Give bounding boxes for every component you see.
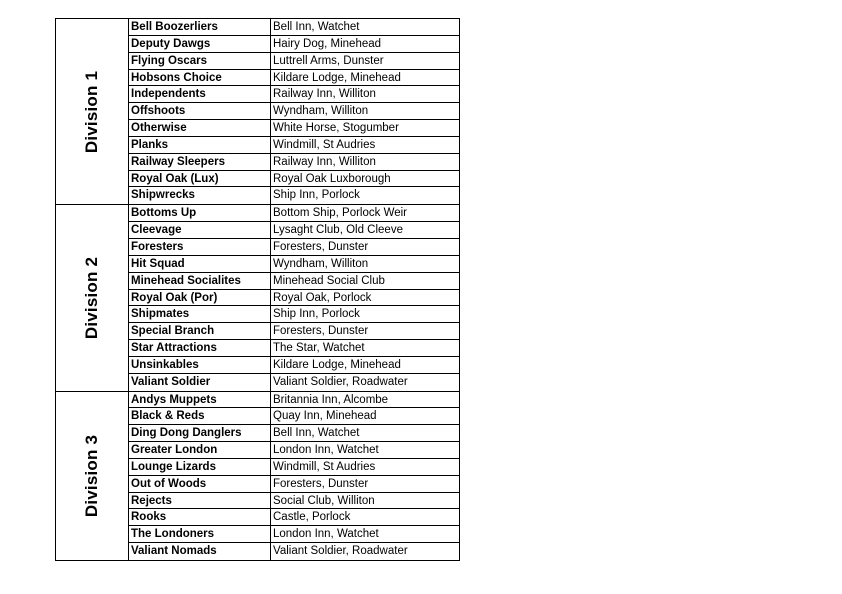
table-row [129, 442, 459, 459]
team-name: Lounge Lizards [129, 459, 271, 475]
team-name: Star Attractions [129, 340, 271, 356]
team-venue: Ship Inn, Porlock [273, 189, 360, 202]
team-name: Out of Woods [129, 476, 271, 492]
team-venue: Bell Inn, Watchet [273, 427, 360, 440]
division-section [56, 205, 459, 391]
table-row [129, 425, 459, 442]
league-table [55, 18, 460, 561]
table-row [129, 19, 459, 36]
team-venue: Foresters, Dunster [273, 240, 369, 253]
team-name: Independents [129, 86, 271, 102]
table-row [129, 374, 459, 391]
team-rows [129, 205, 459, 390]
table-row [129, 103, 459, 120]
team-name: Bottoms Up [129, 205, 271, 221]
team-name: Valiant Nomads [129, 543, 271, 560]
division-label: Division 3 [82, 434, 101, 517]
team-venue: Lysaght Club, Old Cleeve [273, 224, 403, 237]
team-name: Ding Dong Danglers [129, 425, 271, 441]
table-row [129, 459, 459, 476]
team-venue: Wyndham, Williton [273, 257, 369, 270]
team-name: Rooks [129, 509, 271, 525]
team-name: Unsinkables [129, 357, 271, 373]
team-name: Greater London [129, 442, 271, 458]
division-label-cell [56, 392, 129, 560]
team-venue: Kildare Lodge, Minehead [273, 71, 401, 84]
team-name: Royal Oak (Por) [129, 290, 271, 306]
team-venue: Hairy Dog, Minehead [273, 37, 382, 50]
team-venue: Valiant Soldier, Roadwater [273, 375, 408, 388]
table-row [129, 408, 459, 425]
team-venue: Foresters, Dunster [273, 477, 369, 490]
team-name: Special Branch [129, 323, 271, 339]
team-name: Flying Oscars [129, 53, 271, 69]
team-venue: Railway Inn, Williton [273, 88, 376, 101]
team-name: Bell Boozerliers [129, 19, 271, 35]
team-venue: Royal Oak Luxborough [273, 172, 391, 185]
team-venue: Royal Oak, Porlock [273, 291, 372, 304]
table-row [129, 36, 459, 53]
team-name: Cleevage [129, 222, 271, 238]
division-section [56, 19, 459, 205]
team-name: Rejects [129, 493, 271, 509]
team-venue: Kildare Lodge, Minehead [273, 358, 401, 371]
team-name: Planks [129, 137, 271, 153]
team-name: Minehead Socialites [129, 273, 271, 289]
table-row [129, 187, 459, 204]
table-row [129, 526, 459, 543]
table-row [129, 290, 459, 307]
team-venue: Luttrell Arms, Dunster [273, 54, 384, 67]
team-name: Shipmates [129, 306, 271, 322]
table-row [129, 239, 459, 256]
team-venue: Bell Inn, Watchet [273, 21, 360, 33]
division-section [56, 392, 459, 560]
team-name: The Londoners [129, 526, 271, 542]
team-name: Black & Reds [129, 408, 271, 424]
team-venue: Bottom Ship, Porlock Weir [273, 207, 408, 220]
team-venue: Castle, Porlock [273, 511, 351, 524]
team-rows [129, 392, 459, 560]
team-name: Hit Squad [129, 256, 271, 272]
table-row [129, 509, 459, 526]
table-row [129, 171, 459, 188]
team-venue: Minehead Social Club [273, 274, 385, 287]
table-row [129, 137, 459, 154]
team-name: Deputy Dawgs [129, 36, 271, 52]
team-venue: White Horse, Stogumber [273, 122, 399, 135]
table-row [129, 323, 459, 340]
division-label-cell [56, 19, 129, 204]
table-row [129, 154, 459, 171]
team-venue: Social Club, Williton [273, 494, 375, 507]
table-row [129, 205, 459, 222]
table-row [129, 306, 459, 323]
team-name: Otherwise [129, 120, 271, 136]
table-row [129, 273, 459, 290]
team-venue: Windmill, St Audries [273, 460, 376, 473]
team-name: Andys Muppets [129, 392, 271, 408]
division-label: Division 2 [82, 256, 101, 340]
team-venue: London Inn, Watchet [273, 528, 379, 541]
team-rows [129, 19, 459, 204]
team-venue: Railway Inn, Williton [273, 155, 376, 168]
team-venue: Wyndham, Williton [273, 105, 369, 118]
team-name: Hobsons Choice [129, 70, 271, 86]
table-row [129, 120, 459, 137]
division-label: Division 1 [82, 70, 101, 153]
team-name: Shipwrecks [129, 187, 271, 204]
table-row [129, 493, 459, 510]
table-row [129, 222, 459, 239]
team-name: Railway Sleepers [129, 154, 271, 170]
table-row [129, 392, 459, 409]
team-venue: Quay Inn, Minehead [273, 410, 377, 423]
team-name: Valiant Soldier [129, 374, 271, 391]
team-venue: London Inn, Watchet [273, 444, 379, 457]
team-venue: Windmill, St Audries [273, 138, 376, 151]
table-row [129, 543, 459, 560]
table-row [129, 53, 459, 70]
table-row [129, 256, 459, 273]
table-row [129, 340, 459, 357]
table-row [129, 357, 459, 374]
team-venue: Britannia Inn, Alcombe [273, 393, 389, 406]
team-venue: Foresters, Dunster [273, 325, 369, 338]
table-row [129, 476, 459, 493]
team-name: Royal Oak (Lux) [129, 171, 271, 187]
table-row [129, 86, 459, 103]
team-name: Foresters [129, 239, 271, 255]
table-row [129, 70, 459, 87]
team-venue: Valiant Soldier, Roadwater [273, 545, 408, 558]
division-label-cell [56, 205, 129, 390]
team-venue: The Star, Watchet [273, 342, 365, 355]
team-name: Offshoots [129, 103, 271, 119]
team-venue: Ship Inn, Porlock [273, 308, 360, 321]
